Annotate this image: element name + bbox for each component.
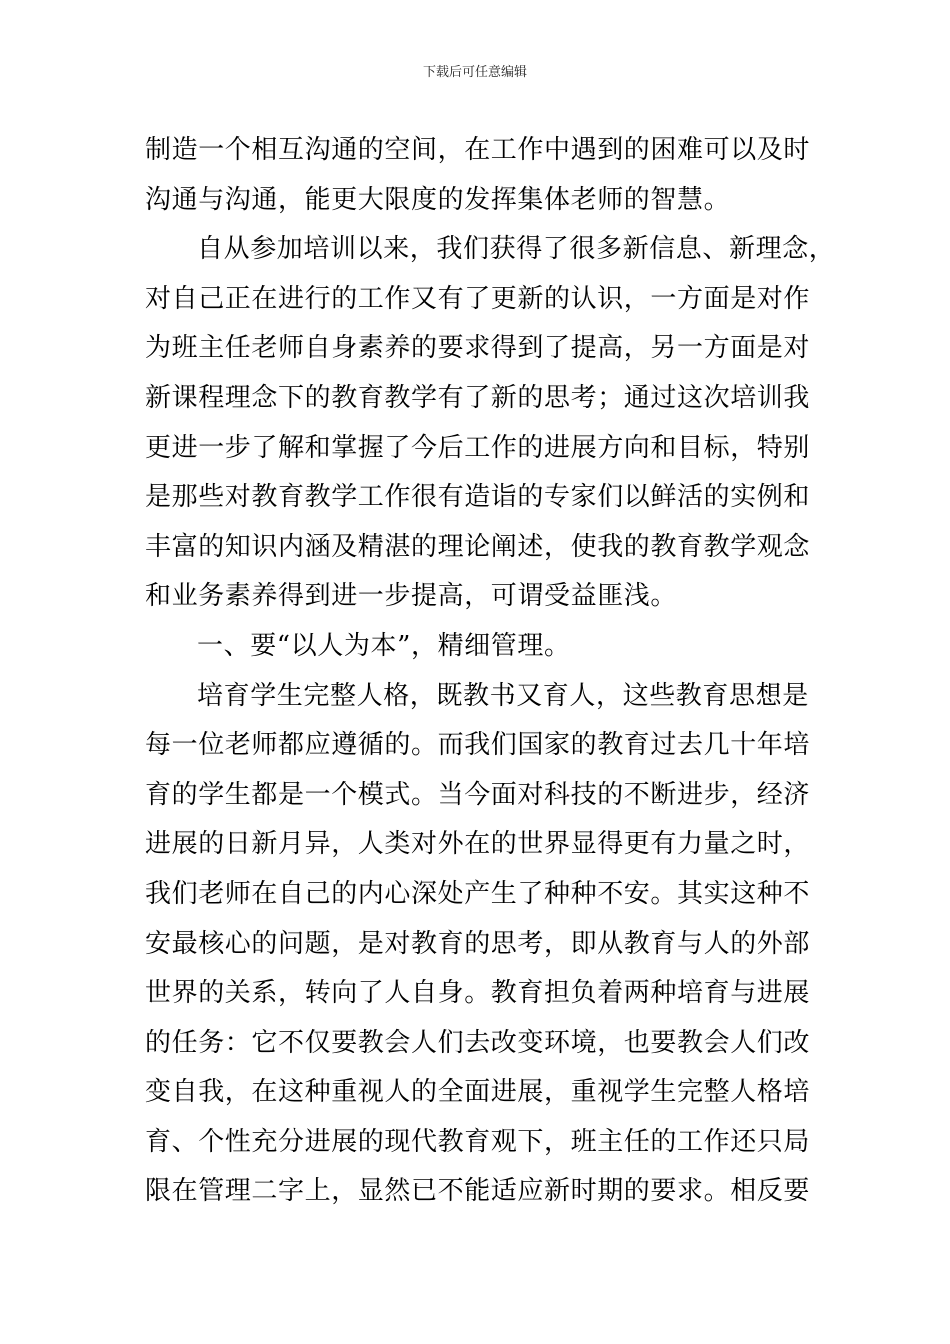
page-header: 下载后可任意编辑 <box>422 65 527 80</box>
text-line: 我们老师在自己的内心深处产生了种种不安。其实这种不 <box>145 878 811 909</box>
text-line: 为班主任老师自身素养的要求得到了提高，另一方面是对 <box>145 333 811 364</box>
text-line: 是那些对教育教学工作很有造诣的专家们以鲜活的实例和 <box>145 482 811 513</box>
text-line: 自从参加培训以来，我们获得了很多新信息、新理念， <box>197 234 836 265</box>
text-line: 制造一个相互沟通的空间，在工作中遇到的困难可以及时 <box>145 135 811 165</box>
text-line: 育的学生都是一个模式。当今面对科技的不断进步，经济 <box>145 779 811 810</box>
text-line: 变自我，在这种重视人的全面进展，重视学生完整人格培 <box>145 1077 811 1108</box>
text-line: 进展的日新月异，人类对外在的世界显得更有力量之时， <box>145 829 811 860</box>
text-line: 育、个性充分进展的现代教育观下，班主任的工作还只局 <box>145 1126 811 1157</box>
text-line: 每一位老师都应遵循的。而我们国家的教育过去几十年培 <box>145 730 811 761</box>
text-line: 安最核心的问题，是对教育的思考，即从教育与人的外部 <box>145 928 811 959</box>
text-line: 更进一步了解和掌握了今后工作的进展方向和目标，特别 <box>145 432 811 463</box>
text-line: 丰富的知识内涵及精湛的理论阐述，使我的教育教学观念 <box>145 531 811 562</box>
text-line: 限在管理二字上，显然已不能适应新时期的要求。相反要 <box>145 1176 811 1207</box>
text-line: 对自己正在进行的工作又有了更新的认识，一方面是对作 <box>145 283 811 314</box>
text-line: 的任务：它不仅要教会人们去改变环境，也要教会人们改 <box>145 1027 811 1058</box>
text-line: 世界的关系，转向了人自身。教育担负着两种培育与进展 <box>145 978 811 1009</box>
text-line: 新课程理念下的教育教学有了新的思考；通过这次培训我 <box>145 382 811 413</box>
document-body <box>145 126 836 1217</box>
text-line: 培育学生完整人格，既教书又育人，这些教育思想是 <box>197 680 809 711</box>
text-line: 沟通与沟通，能更大限度的发挥集体老师的智慧。 <box>145 184 731 215</box>
text-line: 一、要“以人为本”，精细管理。 <box>197 630 571 661</box>
text-line: 和业务素养得到进一步提高，可谓受益匪浅。 <box>145 581 678 612</box>
